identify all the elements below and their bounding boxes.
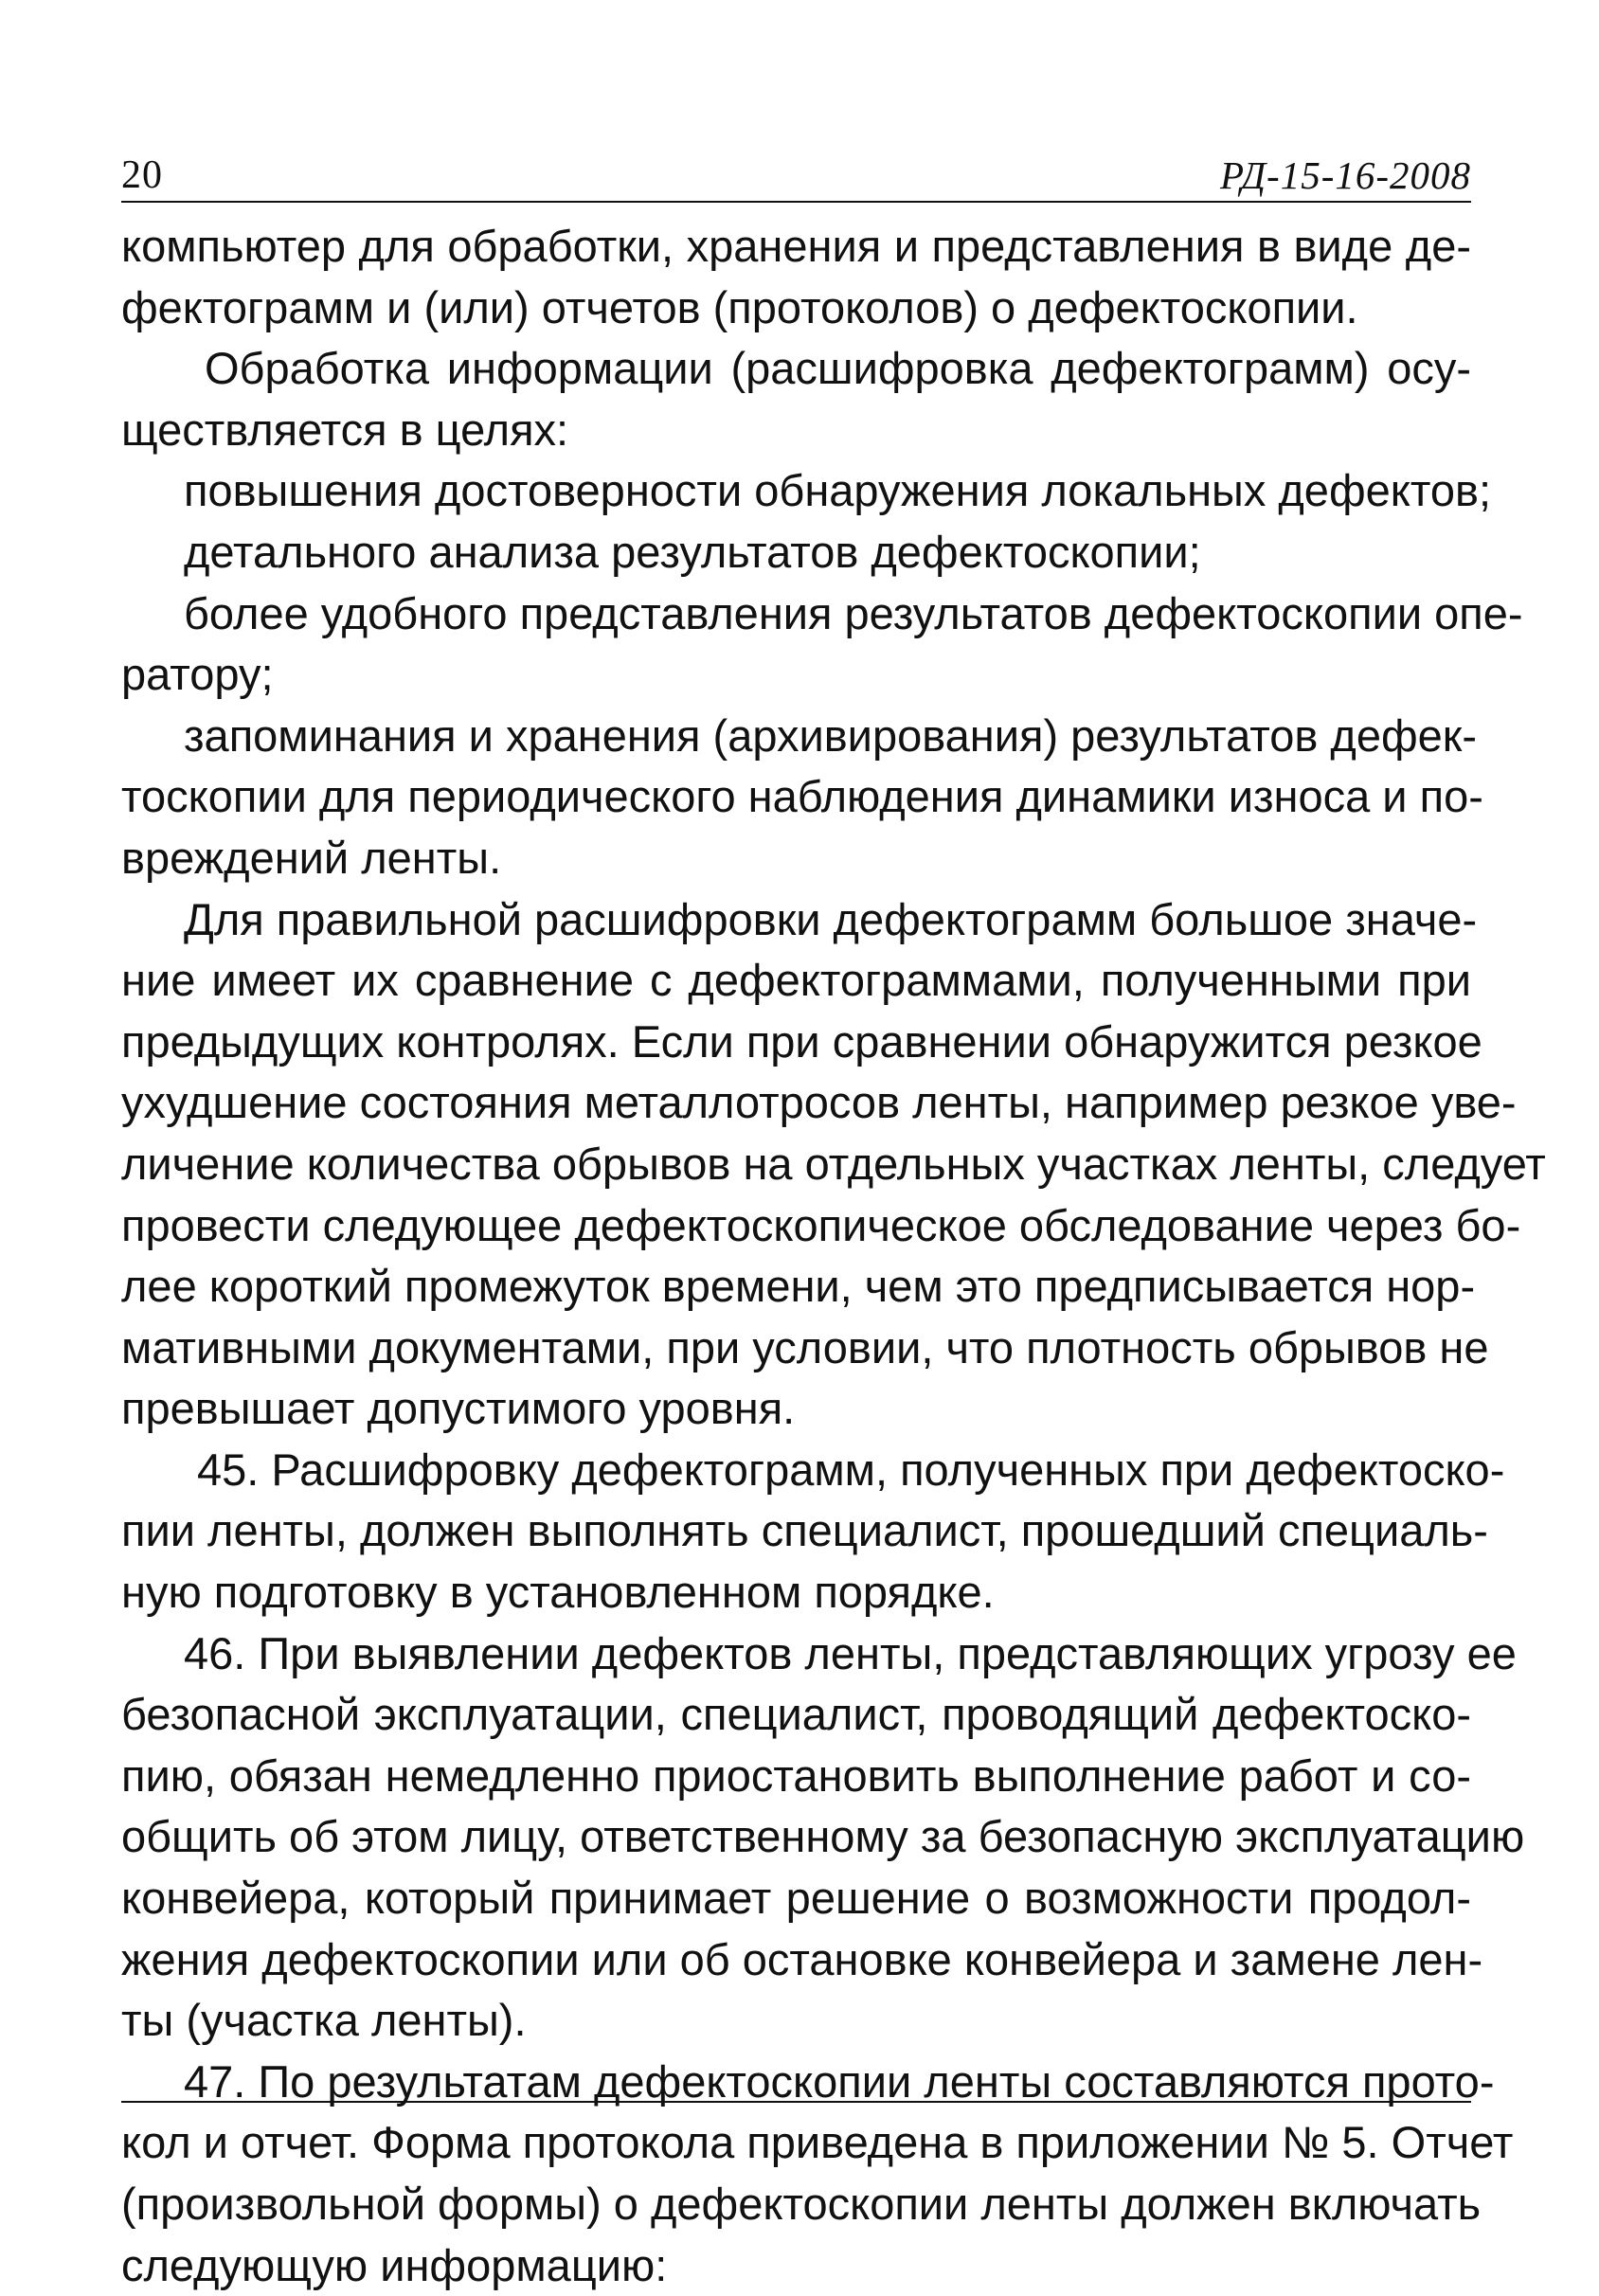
text-line: предыдущих контролях. Если при сравнении обнаружится резкое (121, 1015, 1482, 1067)
text-line: мативными документами, при условии, что плотность обрывов не (121, 1321, 1489, 1372)
text-line: конвейера, который принимает решение о возможности продол- (121, 1873, 1471, 1924)
text-line: пию, обязан немедленно приостановить выполнение работ и со- (121, 1749, 1471, 1801)
text-line: тоскопии для периодического наблюдения динамики износа и по- (121, 771, 1483, 822)
text-line: 46. При выявлении дефектов ленты, представляющих угрозу ее (184, 1627, 1517, 1678)
list-item: детального анализа результатов дефектоскопии; (184, 526, 1201, 577)
text-line: вреждений ленты. (121, 832, 502, 883)
text-line: Для правильной расшифровки дефектограмм большое значе- (184, 893, 1478, 944)
text-line: лее короткий промежуток времени, чем это предписывается нор- (121, 1261, 1476, 1312)
text-line: ратору; (121, 649, 274, 700)
text-line: безопасной эксплуатации, специалист, проводящий дефектоско- (121, 1689, 1471, 1740)
list-item: более удобного представления результатов дефектоскопии опе- (184, 587, 1523, 638)
page-number: 20 (121, 153, 163, 197)
text-line: ную подготовку в установленном порядке. (121, 1567, 995, 1618)
document-code: РД-15-16-2008 (1219, 153, 1471, 197)
list-item: повышения достоверности обнаружения локальных дефектов; (184, 465, 1492, 516)
text-line: ты (участка ленты). (121, 1995, 527, 2046)
text-line: ние имеет их сравнение с дефектограммами, полученными при (121, 955, 1471, 1006)
body-text (121, 216, 1546, 2296)
text-line: провести следующее дефектоскопическое обследование через бо- (121, 1199, 1521, 1250)
footer-rule (121, 2101, 1471, 2103)
header-rule (121, 201, 1471, 203)
text-line: (произвольной формы) о дефектоскопии ленты должен включать (121, 2179, 1482, 2229)
text-line: кол и отчет. Форма протокола приведена в приложении № 5. Отчет (121, 2117, 1514, 2168)
text-line: компьютер для обработки, хранения и представления в виде де- (121, 221, 1471, 271)
text-line: превышает допустимого уровня. (121, 1383, 796, 1434)
text-line: следующую информацию: (121, 2239, 668, 2290)
list-item: запоминания и хранения (архивирования) результатов дефек- (184, 709, 1477, 761)
text-line: ухудшение состояния металлотросов ленты, например резкое уве- (121, 1077, 1517, 1128)
text-line: личение количества обрывов на отдельных участках ленты, следует (121, 1138, 1546, 1189)
page-header (121, 150, 1471, 203)
text-line: Обработка информации (расшифровка дефектограмм) осу- (205, 343, 1471, 394)
text-line: фектограмм и (или) отчетов (протоколов) о дефектоскопии. (121, 281, 1358, 332)
text-line: общить об этом лицу, ответственному за безопасную эксплуатацию (121, 1811, 1525, 1862)
text-line: 47. По результатам дефектоскопии ленты составляются прото- (184, 2055, 1495, 2107)
text-line: жения дефектоскопии или об остановке конвейера и замене лен- (121, 1933, 1483, 1984)
text-line: пии ленты, должен выполнять специалист, прошедший специаль- (121, 1505, 1488, 1556)
text-line: 45. Расшифровку дефектограмм, полученных при дефектоско- (197, 1444, 1505, 1495)
text-line: ществляется в целях: (121, 404, 569, 455)
